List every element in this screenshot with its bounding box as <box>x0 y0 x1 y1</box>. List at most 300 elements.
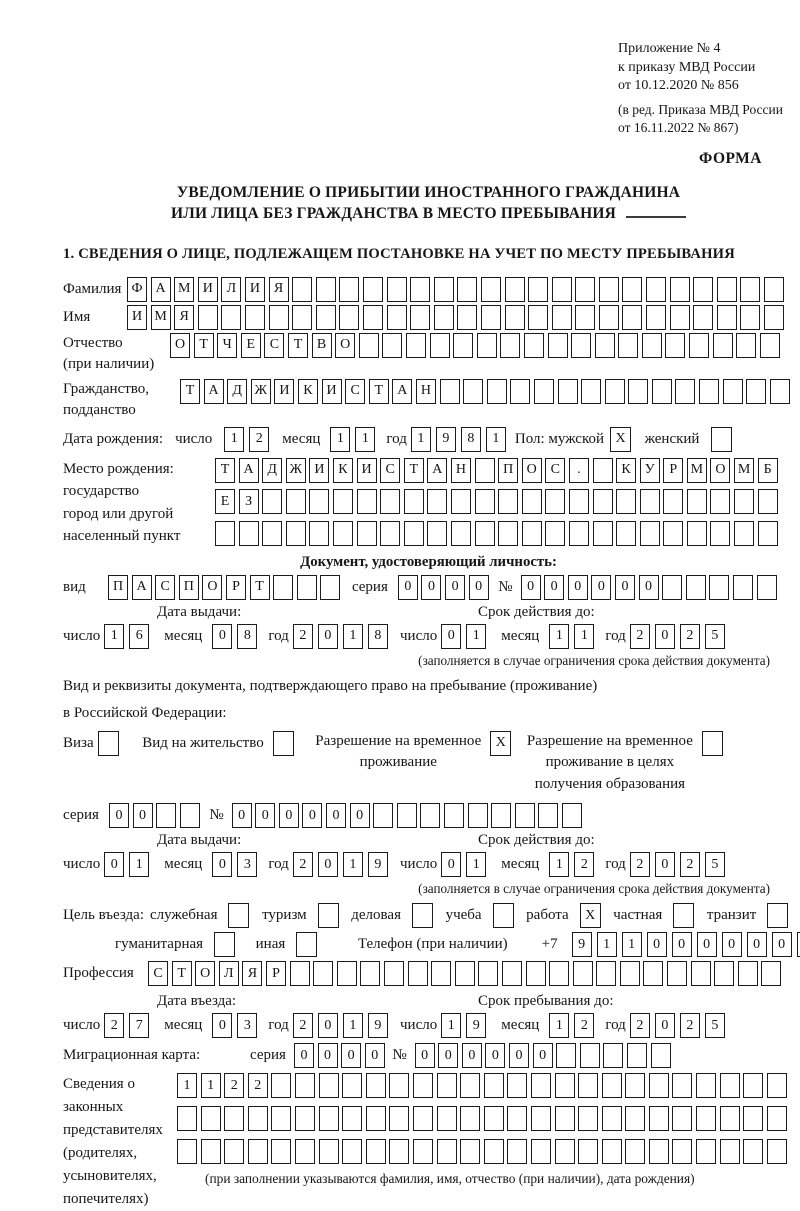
visa-checkbox[interactable] <box>98 731 123 756</box>
char-cell[interactable] <box>556 1043 576 1068</box>
temp-residence-edu-checkbox[interactable] <box>702 731 727 756</box>
char-cell[interactable]: М <box>687 458 707 483</box>
checkbox-cell[interactable] <box>412 903 433 928</box>
char-cell[interactable] <box>201 1139 221 1164</box>
char-cell[interactable]: 0 <box>133 803 153 828</box>
migration-series-cells[interactable] <box>294 1043 388 1068</box>
char-cell[interactable]: О <box>522 458 542 483</box>
char-cell[interactable]: 2 <box>248 1073 268 1098</box>
checkbox-cell[interactable] <box>493 903 514 928</box>
char-cell[interactable] <box>580 1043 600 1068</box>
sex-male-checkbox[interactable] <box>610 427 635 452</box>
char-cell[interactable]: 9 <box>368 852 388 877</box>
char-cell[interactable]: 8 <box>461 427 481 452</box>
char-cell[interactable]: 0 <box>615 575 635 600</box>
char-cell[interactable] <box>262 489 282 514</box>
char-cell[interactable]: 0 <box>462 1043 482 1068</box>
char-cell[interactable] <box>528 305 548 330</box>
char-cell[interactable]: Я <box>269 277 289 302</box>
char-cell[interactable]: 0 <box>697 932 717 957</box>
char-cell[interactable] <box>380 521 400 546</box>
char-cell[interactable]: 0 <box>441 624 461 649</box>
char-cell[interactable] <box>524 333 544 358</box>
char-cell[interactable] <box>373 803 393 828</box>
birth-year-cells[interactable] <box>411 427 511 452</box>
char-cell[interactable]: М <box>151 305 171 330</box>
char-cell[interactable] <box>468 803 488 828</box>
char-cell[interactable] <box>292 277 312 302</box>
purpose-study-checkbox[interactable] <box>493 903 518 928</box>
char-cell[interactable]: А <box>151 277 171 302</box>
char-cell[interactable] <box>363 305 383 330</box>
char-cell[interactable] <box>555 1073 575 1098</box>
char-cell[interactable] <box>720 1139 740 1164</box>
char-cell[interactable]: 0 <box>294 1043 314 1068</box>
char-cell[interactable] <box>618 333 638 358</box>
char-cell[interactable] <box>269 305 289 330</box>
char-cell[interactable] <box>522 521 542 546</box>
char-cell[interactable] <box>767 1139 787 1164</box>
doc-series-cells[interactable] <box>398 575 492 600</box>
char-cell[interactable] <box>475 489 495 514</box>
char-cell[interactable] <box>444 803 464 828</box>
char-cell[interactable] <box>758 489 778 514</box>
surname-cells[interactable] <box>127 277 788 302</box>
char-cell[interactable] <box>457 277 477 302</box>
char-cell[interactable]: З <box>239 489 259 514</box>
char-cell[interactable] <box>713 333 733 358</box>
char-cell[interactable] <box>286 489 306 514</box>
char-cell[interactable]: К <box>616 458 636 483</box>
char-cell[interactable]: Я <box>174 305 194 330</box>
char-cell[interactable] <box>481 305 501 330</box>
char-cell[interactable]: 1 <box>129 852 149 877</box>
char-cell[interactable] <box>620 961 640 986</box>
char-cell[interactable] <box>534 379 554 404</box>
char-cell[interactable] <box>595 333 615 358</box>
char-cell[interactable]: 2 <box>680 1013 700 1038</box>
residence-issue-year-cells[interactable] <box>293 852 393 877</box>
char-cell[interactable]: 1 <box>486 427 506 452</box>
char-cell[interactable]: 9 <box>572 932 592 957</box>
char-cell[interactable] <box>502 961 522 986</box>
char-cell[interactable] <box>320 575 340 600</box>
char-cell[interactable] <box>602 1106 622 1131</box>
char-cell[interactable]: И <box>274 379 294 404</box>
legal-reps-row3[interactable] <box>177 1139 790 1164</box>
char-cell[interactable]: Е <box>241 333 261 358</box>
char-cell[interactable] <box>177 1139 197 1164</box>
char-cell[interactable]: 0 <box>326 803 346 828</box>
char-cell[interactable]: 1 <box>597 932 617 957</box>
char-cell[interactable] <box>569 489 589 514</box>
char-cell[interactable] <box>224 1106 244 1131</box>
char-cell[interactable] <box>380 489 400 514</box>
char-cell[interactable] <box>687 521 707 546</box>
char-cell[interactable]: И <box>245 277 265 302</box>
entry-month-cells[interactable] <box>212 1013 262 1038</box>
char-cell[interactable] <box>224 1139 244 1164</box>
char-cell[interactable] <box>689 333 709 358</box>
char-cell[interactable] <box>764 277 784 302</box>
char-cell[interactable]: Ж <box>286 458 306 483</box>
char-cell[interactable] <box>475 458 495 483</box>
char-cell[interactable]: Н <box>416 379 436 404</box>
char-cell[interactable] <box>555 1139 575 1164</box>
char-cell[interactable]: 2 <box>630 1013 650 1038</box>
char-cell[interactable] <box>710 521 730 546</box>
char-cell[interactable]: Д <box>262 458 282 483</box>
birth-place-row3[interactable] <box>215 521 781 546</box>
phone-cells[interactable] <box>572 932 800 957</box>
char-cell[interactable] <box>507 1073 527 1098</box>
char-cell[interactable]: 0 <box>104 852 124 877</box>
char-cell[interactable] <box>562 803 582 828</box>
char-cell[interactable]: 0 <box>591 575 611 600</box>
checkbox-cell[interactable] <box>273 731 294 756</box>
birth-place-row1[interactable] <box>215 458 781 483</box>
char-cell[interactable]: 7 <box>129 1013 149 1038</box>
char-cell[interactable]: И <box>127 305 147 330</box>
checkbox-cell[interactable] <box>296 932 317 957</box>
temp-residence-checkbox[interactable] <box>490 731 515 756</box>
char-cell[interactable]: 2 <box>293 1013 313 1038</box>
char-cell[interactable] <box>455 961 475 986</box>
char-cell[interactable]: 0 <box>647 932 667 957</box>
char-cell[interactable] <box>578 1139 598 1164</box>
checkbox-cell[interactable] <box>702 731 723 756</box>
char-cell[interactable] <box>484 1106 504 1131</box>
char-cell[interactable]: 0 <box>398 575 418 600</box>
char-cell[interactable]: 5 <box>705 1013 725 1038</box>
doc-issue-month-cells[interactable] <box>212 624 262 649</box>
char-cell[interactable] <box>410 305 430 330</box>
char-cell[interactable] <box>596 961 616 986</box>
char-cell[interactable]: 0 <box>109 803 129 828</box>
char-cell[interactable] <box>478 961 498 986</box>
char-cell[interactable] <box>295 1073 315 1098</box>
char-cell[interactable]: 0 <box>212 1013 232 1038</box>
char-cell[interactable] <box>602 1073 622 1098</box>
char-cell[interactable] <box>672 1139 692 1164</box>
char-cell[interactable]: 2 <box>293 624 313 649</box>
char-cell[interactable] <box>740 277 760 302</box>
char-cell[interactable] <box>309 521 329 546</box>
char-cell[interactable] <box>198 305 218 330</box>
char-cell[interactable] <box>319 1139 339 1164</box>
char-cell[interactable] <box>177 1106 197 1131</box>
char-cell[interactable]: М <box>734 458 754 483</box>
char-cell[interactable]: . <box>569 458 589 483</box>
char-cell[interactable] <box>652 379 672 404</box>
char-cell[interactable]: Ж <box>251 379 271 404</box>
char-cell[interactable]: 0 <box>772 932 792 957</box>
char-cell[interactable] <box>622 277 642 302</box>
patronymic-cells[interactable] <box>170 333 783 358</box>
entry-day-cells[interactable] <box>104 1013 154 1038</box>
char-cell[interactable]: 0 <box>445 575 465 600</box>
char-cell[interactable] <box>710 489 730 514</box>
char-cell[interactable] <box>357 489 377 514</box>
char-cell[interactable]: П <box>108 575 128 600</box>
char-cell[interactable]: О <box>335 333 355 358</box>
char-cell[interactable] <box>667 961 687 986</box>
char-cell[interactable]: 1 <box>330 427 350 452</box>
char-cell[interactable] <box>359 333 379 358</box>
char-cell[interactable]: 1 <box>441 1013 461 1038</box>
char-cell[interactable] <box>538 803 558 828</box>
char-cell[interactable]: 0 <box>747 932 767 957</box>
char-cell[interactable]: 0 <box>722 932 742 957</box>
sex-female-checkbox[interactable] <box>711 427 736 452</box>
char-cell[interactable] <box>696 1106 716 1131</box>
char-cell[interactable]: 0 <box>655 624 675 649</box>
checkbox-cell[interactable]: X <box>610 427 631 452</box>
char-cell[interactable] <box>463 379 483 404</box>
char-cell[interactable] <box>342 1106 362 1131</box>
char-cell[interactable] <box>316 305 336 330</box>
char-cell[interactable]: Р <box>266 961 286 986</box>
residence-issue-day-cells[interactable] <box>104 852 154 877</box>
char-cell[interactable] <box>649 1106 669 1131</box>
char-cell[interactable] <box>273 575 293 600</box>
char-cell[interactable]: 0 <box>568 575 588 600</box>
char-cell[interactable] <box>743 1073 763 1098</box>
char-cell[interactable] <box>699 379 719 404</box>
char-cell[interactable]: 9 <box>368 1013 388 1038</box>
char-cell[interactable] <box>507 1139 527 1164</box>
char-cell[interactable] <box>360 961 380 986</box>
char-cell[interactable]: 2 <box>680 852 700 877</box>
char-cell[interactable] <box>573 961 593 986</box>
doc-type-cells[interactable] <box>108 575 344 600</box>
char-cell[interactable] <box>734 521 754 546</box>
stay-month-cells[interactable] <box>549 1013 599 1038</box>
char-cell[interactable] <box>522 489 542 514</box>
char-cell[interactable] <box>548 333 568 358</box>
char-cell[interactable]: 0 <box>255 803 275 828</box>
checkbox-cell[interactable] <box>228 903 249 928</box>
char-cell[interactable]: 1 <box>549 1013 569 1038</box>
char-cell[interactable] <box>295 1106 315 1131</box>
stay-day-cells[interactable] <box>441 1013 491 1038</box>
char-cell[interactable] <box>663 489 683 514</box>
char-cell[interactable] <box>593 458 613 483</box>
char-cell[interactable]: Т <box>215 458 235 483</box>
char-cell[interactable]: 0 <box>441 852 461 877</box>
char-cell[interactable]: А <box>204 379 224 404</box>
purpose-work-checkbox[interactable] <box>580 903 605 928</box>
char-cell[interactable] <box>357 521 377 546</box>
char-cell[interactable] <box>642 333 662 358</box>
char-cell[interactable] <box>408 961 428 986</box>
char-cell[interactable] <box>201 1106 221 1131</box>
char-cell[interactable]: 3 <box>237 1013 257 1038</box>
char-cell[interactable]: 0 <box>341 1043 361 1068</box>
char-cell[interactable] <box>477 333 497 358</box>
char-cell[interactable]: 0 <box>318 852 338 877</box>
char-cell[interactable] <box>545 521 565 546</box>
char-cell[interactable]: Л <box>219 961 239 986</box>
char-cell[interactable] <box>440 379 460 404</box>
char-cell[interactable] <box>313 961 333 986</box>
char-cell[interactable]: О <box>710 458 730 483</box>
char-cell[interactable]: 0 <box>415 1043 435 1068</box>
char-cell[interactable] <box>581 379 601 404</box>
char-cell[interactable]: 1 <box>355 427 375 452</box>
char-cell[interactable] <box>406 333 426 358</box>
char-cell[interactable]: 2 <box>630 852 650 877</box>
char-cell[interactable]: 1 <box>104 624 124 649</box>
char-cell[interactable]: Е <box>215 489 235 514</box>
char-cell[interactable] <box>603 1043 623 1068</box>
char-cell[interactable] <box>389 1073 409 1098</box>
char-cell[interactable] <box>156 803 176 828</box>
char-cell[interactable] <box>696 1073 716 1098</box>
char-cell[interactable] <box>687 489 707 514</box>
char-cell[interactable] <box>239 521 259 546</box>
migration-number-cells[interactable] <box>415 1043 675 1068</box>
char-cell[interactable] <box>575 305 595 330</box>
char-cell[interactable] <box>693 277 713 302</box>
char-cell[interactable] <box>500 333 520 358</box>
purpose-private-checkbox[interactable] <box>673 903 698 928</box>
char-cell[interactable]: 2 <box>104 1013 124 1038</box>
legal-reps-row2[interactable] <box>177 1106 790 1131</box>
char-cell[interactable] <box>672 1073 692 1098</box>
char-cell[interactable] <box>437 1139 457 1164</box>
char-cell[interactable] <box>484 1073 504 1098</box>
char-cell[interactable]: 0 <box>533 1043 553 1068</box>
char-cell[interactable] <box>720 1073 740 1098</box>
char-cell[interactable] <box>397 803 417 828</box>
char-cell[interactable] <box>569 521 589 546</box>
char-cell[interactable] <box>339 277 359 302</box>
char-cell[interactable] <box>389 1139 409 1164</box>
char-cell[interactable]: 1 <box>343 624 363 649</box>
char-cell[interactable] <box>693 305 713 330</box>
char-cell[interactable] <box>760 333 780 358</box>
char-cell[interactable]: 5 <box>705 852 725 877</box>
char-cell[interactable] <box>640 521 660 546</box>
char-cell[interactable]: А <box>392 379 412 404</box>
char-cell[interactable] <box>271 1106 291 1131</box>
char-cell[interactable]: 0 <box>212 624 232 649</box>
char-cell[interactable] <box>736 333 756 358</box>
char-cell[interactable] <box>387 305 407 330</box>
char-cell[interactable] <box>646 277 666 302</box>
char-cell[interactable] <box>717 305 737 330</box>
checkbox-cell[interactable] <box>98 731 119 756</box>
char-cell[interactable] <box>262 521 282 546</box>
char-cell[interactable]: 1 <box>574 624 594 649</box>
char-cell[interactable] <box>430 333 450 358</box>
char-cell[interactable]: Т <box>172 961 192 986</box>
char-cell[interactable] <box>180 803 200 828</box>
char-cell[interactable] <box>404 489 424 514</box>
char-cell[interactable]: 0 <box>212 852 232 877</box>
residence-valid-month-cells[interactable] <box>549 852 599 877</box>
char-cell[interactable]: 1 <box>549 852 569 877</box>
char-cell[interactable] <box>625 1106 645 1131</box>
char-cell[interactable]: 0 <box>521 575 541 600</box>
char-cell[interactable]: П <box>179 575 199 600</box>
char-cell[interactable] <box>457 305 477 330</box>
char-cell[interactable]: 0 <box>438 1043 458 1068</box>
char-cell[interactable] <box>593 521 613 546</box>
char-cell[interactable] <box>451 489 471 514</box>
char-cell[interactable] <box>640 489 660 514</box>
char-cell[interactable]: М <box>174 277 194 302</box>
char-cell[interactable] <box>382 333 402 358</box>
char-cell[interactable] <box>498 521 518 546</box>
char-cell[interactable] <box>221 305 241 330</box>
char-cell[interactable]: К <box>333 458 353 483</box>
char-cell[interactable]: П <box>498 458 518 483</box>
char-cell[interactable]: 2 <box>574 1013 594 1038</box>
char-cell[interactable] <box>549 961 569 986</box>
purpose-tourism-checkbox[interactable] <box>318 903 343 928</box>
char-cell[interactable] <box>738 961 758 986</box>
char-cell[interactable] <box>434 305 454 330</box>
char-cell[interactable]: 1 <box>466 624 486 649</box>
char-cell[interactable] <box>453 333 473 358</box>
char-cell[interactable]: 1 <box>343 1013 363 1038</box>
residence-issue-month-cells[interactable] <box>212 852 262 877</box>
char-cell[interactable]: 0 <box>469 575 489 600</box>
residence-number-cells[interactable] <box>232 803 586 828</box>
char-cell[interactable] <box>558 379 578 404</box>
char-cell[interactable] <box>578 1073 598 1098</box>
char-cell[interactable] <box>616 489 636 514</box>
char-cell[interactable]: 8 <box>368 624 388 649</box>
char-cell[interactable] <box>733 575 753 600</box>
char-cell[interactable]: 2 <box>249 427 269 452</box>
doc-valid-month-cells[interactable] <box>549 624 599 649</box>
char-cell[interactable] <box>528 277 548 302</box>
char-cell[interactable] <box>531 1073 551 1098</box>
checkbox-cell[interactable] <box>767 903 788 928</box>
char-cell[interactable] <box>646 305 666 330</box>
char-cell[interactable] <box>245 305 265 330</box>
char-cell[interactable]: 0 <box>318 1013 338 1038</box>
char-cell[interactable] <box>484 1139 504 1164</box>
char-cell[interactable] <box>714 961 734 986</box>
char-cell[interactable] <box>675 379 695 404</box>
char-cell[interactable] <box>672 1106 692 1131</box>
char-cell[interactable]: 0 <box>279 803 299 828</box>
char-cell[interactable]: С <box>380 458 400 483</box>
doc-valid-year-cells[interactable] <box>630 624 730 649</box>
char-cell[interactable] <box>734 489 754 514</box>
char-cell[interactable]: 2 <box>293 852 313 877</box>
char-cell[interactable]: В <box>312 333 332 358</box>
char-cell[interactable]: 1 <box>549 624 569 649</box>
char-cell[interactable] <box>366 1139 386 1164</box>
char-cell[interactable] <box>510 379 530 404</box>
char-cell[interactable]: 2 <box>680 624 700 649</box>
char-cell[interactable] <box>740 305 760 330</box>
char-cell[interactable] <box>437 1106 457 1131</box>
char-cell[interactable]: С <box>545 458 565 483</box>
char-cell[interactable] <box>342 1073 362 1098</box>
char-cell[interactable] <box>663 521 683 546</box>
char-cell[interactable]: 9 <box>466 1013 486 1038</box>
char-cell[interactable] <box>297 575 317 600</box>
char-cell[interactable] <box>271 1073 291 1098</box>
char-cell[interactable] <box>387 277 407 302</box>
char-cell[interactable]: Я <box>242 961 262 986</box>
